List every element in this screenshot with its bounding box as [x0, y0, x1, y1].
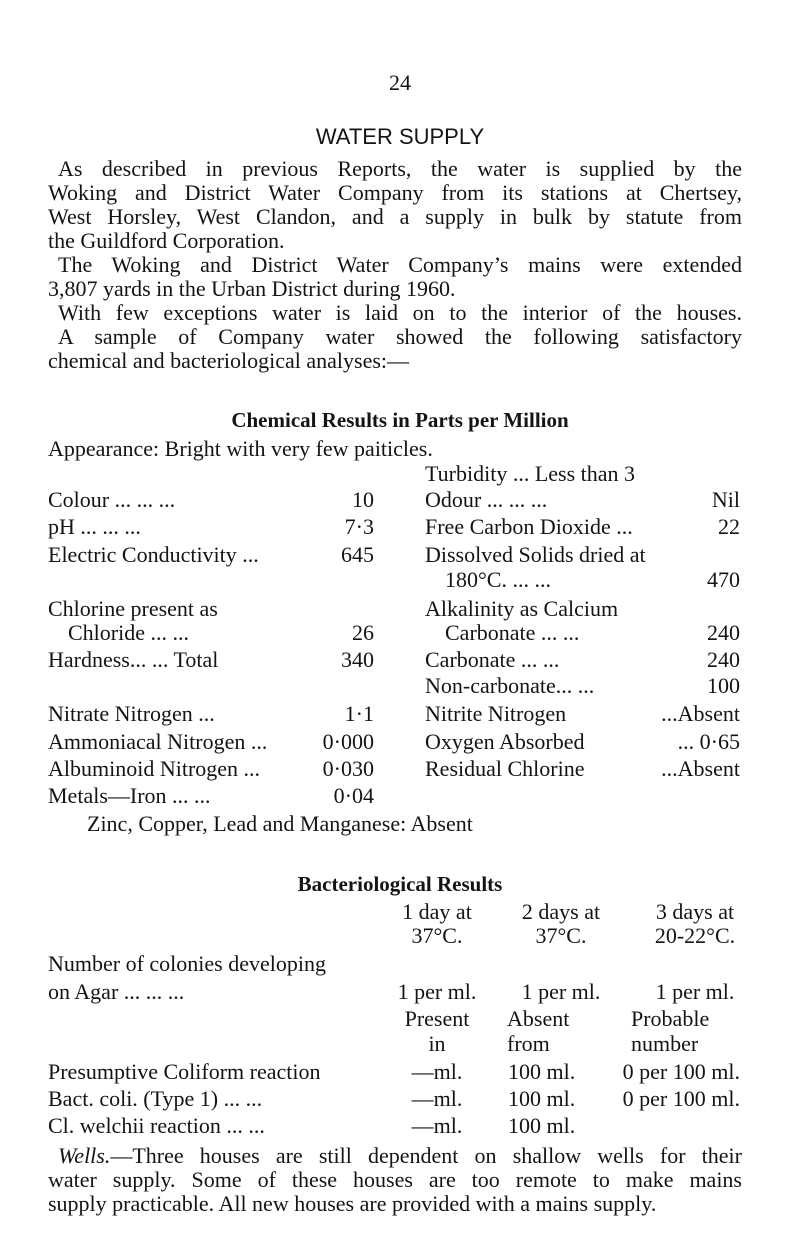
- bacteriological-results-title: Bacteriological Results: [297, 872, 503, 896]
- chem-right-value: ...Absent: [661, 701, 740, 726]
- col-header: 1 day at: [402, 899, 472, 924]
- per-ml-value: 1 per ml.: [521, 979, 601, 1004]
- chemical-results-title: Chemical Results in Parts per Million: [231, 408, 569, 432]
- chem-left-label: Metals—Iron ... ...: [48, 783, 211, 808]
- colonies-label: Number of colonies developing: [48, 951, 326, 976]
- chem-left-label: Albuminoid Nitrogen ...: [48, 756, 261, 781]
- bact-row-c3: 0 per 100 ml.: [622, 1059, 740, 1084]
- wells-lead: Wells.: [58, 1143, 111, 1168]
- chem-left-label: Colour ... ... ...: [48, 487, 176, 512]
- bact-row-c1: —ml.: [411, 1059, 463, 1084]
- chem-right-value: 240: [707, 620, 740, 645]
- col-header: 37°C.: [535, 923, 587, 948]
- chem-right-label: Non-carbonate... ...: [425, 673, 595, 698]
- chem-right-value: 470: [707, 567, 740, 592]
- col-header: 2 days at: [521, 899, 601, 924]
- sub-header: number: [631, 1031, 699, 1056]
- chem-left-label: Chlorine present as: [48, 596, 218, 621]
- chem-right-value: 22: [718, 514, 740, 539]
- paragraph-line: A sample of Company water showed the following satisfactory: [58, 324, 742, 349]
- paragraph-line: With few exceptions water is laid on to the interior of the houses.: [58, 300, 742, 325]
- chem-right-label: Alkalinity as Calcium: [425, 596, 619, 621]
- sub-header: Present: [404, 1006, 470, 1031]
- chem-left-label: Electric Conductivity ...: [48, 542, 259, 567]
- wells-paragraph-line: water supply. Some of these houses are too remote to make mains: [48, 1167, 742, 1192]
- chem-left-value: 340: [341, 647, 374, 672]
- chem-right-value: 240: [707, 647, 740, 672]
- chem-right-label: Odour ... ... ...: [425, 487, 548, 512]
- per-ml-value: 1 per ml.: [655, 979, 735, 1004]
- paragraph-line: 3,807 yards in the Urban District during 1960.: [48, 276, 456, 301]
- chem-right-value: Nil: [711, 487, 740, 512]
- bact-row-c1: —ml.: [411, 1086, 463, 1111]
- colonies-label: on Agar ... ... ...: [48, 979, 185, 1004]
- chem-right-value: ...Absent: [661, 756, 740, 781]
- chem-left-value: 645: [341, 542, 374, 567]
- sub-header: from: [507, 1031, 550, 1056]
- paragraph-line: chemical and bacteriological analyses:—: [48, 348, 410, 373]
- sub-header: Probable: [631, 1006, 710, 1031]
- paragraph-line: Woking and District Water Company from its stations at Chertsey,: [48, 180, 742, 205]
- chem-left-value: 0·000: [322, 729, 374, 754]
- bact-row-c1: —ml.: [411, 1113, 463, 1138]
- bact-row-c2: 100 ml.: [508, 1086, 576, 1111]
- chem-right-label: Free Carbon Dioxide ...: [425, 514, 633, 539]
- bact-row-c2: 100 ml.: [508, 1113, 576, 1138]
- chem-left-value: 0·04: [333, 783, 374, 808]
- col-header: 3 days at: [655, 899, 735, 924]
- chem-right-label: Dissolved Solids dried at: [425, 542, 646, 567]
- page-number: 24: [389, 70, 411, 95]
- chem-left-label: Nitrate Nitrogen ...: [48, 701, 215, 726]
- chem-right-value: 100: [707, 673, 740, 698]
- sub-header: in: [428, 1031, 446, 1056]
- paragraph-line: West Horsley, West Clandon, and a supply in bulk by statute from: [48, 204, 742, 229]
- paragraph-line: The Woking and District Water Company’s mains were extended: [58, 252, 742, 277]
- chem-left-value: 0·030: [322, 756, 374, 781]
- chem-left-label: Hardness... ... Total: [48, 647, 219, 672]
- metals-absent-line: Zinc, Copper, Lead and Manganese: Absent: [87, 811, 473, 836]
- chem-left-value: 1·1: [344, 701, 374, 726]
- chem-right-label: 180°C. ... ...: [445, 567, 551, 592]
- col-header: 37°C.: [411, 923, 463, 948]
- chem-left-label: pH ... ... ...: [48, 514, 141, 539]
- paragraph-line: As described in previous Reports, the water is supplied by the: [58, 156, 742, 181]
- chem-left-value: 26: [352, 620, 374, 645]
- col-header: 20-22°C.: [654, 923, 736, 948]
- chem-left-value: 10: [352, 487, 374, 512]
- appearance-line: Appearance: Bright with very few paiticles.: [48, 436, 433, 461]
- bact-row-c2: 100 ml.: [508, 1059, 576, 1084]
- wells-text: —Three houses are still dependent on shallow wells for their: [110, 1143, 742, 1168]
- chem-right-label: Residual Chlorine: [425, 756, 585, 781]
- wells-paragraph-line: [58, 1144, 742, 1168]
- wells-paragraph-line: supply practicable. All new houses are provided with a mains supply.: [48, 1191, 657, 1216]
- chem-right-label: Turbidity ... Less than 3: [425, 461, 636, 486]
- chem-right-value: ... 0·65: [677, 729, 740, 754]
- per-ml-value: 1 per ml.: [397, 979, 477, 1004]
- chem-left-label: Chloride ... ...: [68, 620, 189, 645]
- chem-left-label: Ammoniacal Nitrogen ...: [48, 729, 268, 754]
- bact-row-label: Cl. welchii reaction ... ...: [48, 1113, 265, 1138]
- section-heading: WATER SUPPLY: [315, 124, 485, 149]
- sub-header: Absent: [507, 1006, 570, 1031]
- bact-row-label: Presumptive Coliform reaction: [48, 1059, 321, 1084]
- bact-row-c3: 0 per 100 ml.: [622, 1086, 740, 1111]
- chem-right-label: Carbonate ... ...: [445, 620, 580, 645]
- chem-right-label: Oxygen Absorbed: [425, 729, 585, 754]
- chem-left-value: 7·3: [344, 514, 374, 539]
- chem-right-label: Nitrite Nitrogen: [425, 701, 567, 726]
- chem-right-label: Carbonate ... ...: [425, 647, 560, 672]
- paragraph-line: the Guildford Corporation.: [48, 228, 285, 253]
- bact-row-label: Bact. coli. (Type 1) ... ...: [48, 1086, 263, 1111]
